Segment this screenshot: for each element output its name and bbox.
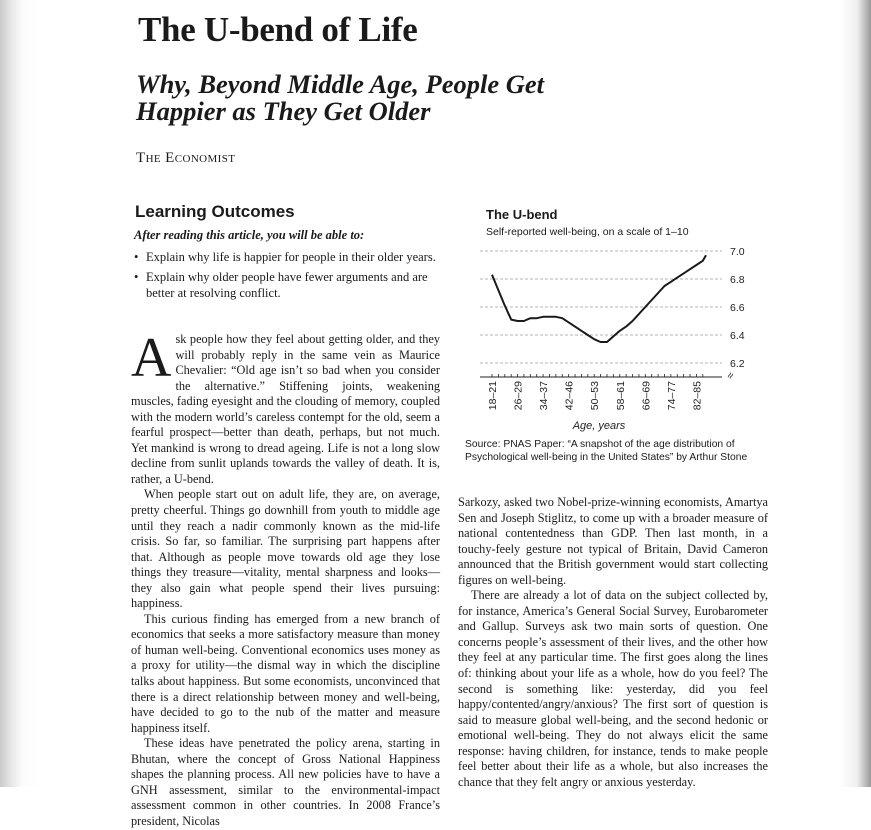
chart-source: Source: PNAS Paper: “A snapshot of the age distribution of Psychological well-being in the United States” by Arthur Stone — [465, 439, 748, 463]
learning-outcomes-list — [134, 249, 444, 305]
y-tick-label: 6.2 — [730, 358, 745, 370]
x-tick-label: 34–37 — [538, 381, 551, 411]
body-paragraph: This curious finding has emerged from a new branch of economics that seeks a more satisfactory measure than money of human well-being. Conventional economics uses money as a proxy for utility—the dismal way in which the discipline talks about happiness. But some economists, unconvinced that there is a direct relationship between money and well-being, have decided to go to the nub of the matter and measure happiness itself. — [131, 611, 440, 735]
body-paragraph: There are already a lot of data on the subject collected by, for instance, America’s General Social Survey, Eurobarometer and Gallup. Surveys ask two main sorts of question. One concerns people’s assessment of their lives, and the other how they feel at any particular time. The first goes along the lines of: thinking about your life as a whole, how do you feel? The second is something like: yesterday, did you feel happy/contented/angry/anxious? The first sort of question is said to measure global well-being, and the second hedonic or emotional well-being. They do not always elicit the same response: having children, for instance, tends to make people feel better about their life as a whole, but also increases the chance that they felt angry or anxious yesterday. — [458, 588, 768, 789]
y-tick-label: 7.0 — [730, 246, 745, 258]
y-tick-label: 6.4 — [730, 330, 745, 342]
y-tick-label: 6.8 — [730, 274, 745, 286]
x-tick-label: 18–21 — [487, 381, 499, 411]
u-bend-chart — [470, 238, 770, 434]
body-paragraph: When people start out on adult life, they are, on average, pretty cheerful. Things go downhill from youth to middle age until they reach a nadir commonly known as the mid-life crisis. So far, so familiar. The surprising part happens after that. Although as people move towards old age they lose things they treasure—vitality, mental sharpness and looks—they also gain what people spend their lives pursuing: happiness. — [131, 487, 440, 611]
learning-outcome-item: • Explain why older people have fewer arguments and are better at resolving conflict. — [134, 269, 444, 301]
learning-outcomes-intro: After reading this article, you will be able to: — [134, 228, 365, 242]
series-line-well-being — [492, 255, 706, 342]
body-paragraph-text: sk people how they feel about getting older, and they will probably reply in the same vein as Maurice Chevalier: “Old age isn’t so bad when you consider the alternative.” Stiffening joints, weakening muscles, fading eyesight and the clouding of memory, coupled with the modern world’s careless contempt for the old, seem a fearful prospect—better than death, perhaps, but not much. Yet mankind is wrong to dread ageing. Life is not a long slow decline from sunlit uplands towards the valley of death. It is, rather, a U-bend. — [131, 332, 440, 486]
chart-title: The U-bend — [486, 207, 558, 222]
x-tick-label: 82–85 — [691, 381, 704, 411]
article-subtitle: Why, Beyond Middle Age, People Get Happier as They Get Older — [136, 69, 544, 126]
y-tick-label: 6.6 — [730, 302, 745, 314]
x-axis-label: Age, years — [572, 420, 626, 432]
x-tick-label: 42–46 — [563, 381, 576, 411]
body-paragraph — [131, 327, 440, 487]
axis-break-mark: ≈ — [724, 370, 738, 382]
x-tick-label: 50–53 — [589, 381, 602, 411]
drop-cap: A — [131, 327, 172, 389]
body-right-column — [458, 495, 768, 790]
learning-outcomes-heading: Learning Outcomes — [135, 202, 295, 221]
x-tick-label: 26–29 — [512, 381, 525, 411]
body-paragraph: Sarkozy, asked two Nobel-prize-winning economists, Amartya Sen and Joseph Stiglitz, to come up with a broader measure of national contentedness than GDP. Then last month, in a touchy-feely gesture not typical of Britain, David Cameron announced that the British government would start collecting figures on well-being. — [458, 495, 768, 587]
article-title: The U-bend of Life — [138, 10, 418, 49]
x-tick-label: 58–61 — [614, 381, 627, 411]
body-left-column — [131, 327, 440, 830]
body-paragraph: These ideas have penetrated the policy arena, starting in Bhutan, where the concept of Gross National Happiness shapes the planning process. All new policies have to have a GNH assessment, similar to the environmental-impact assessment common in other countries. In 2008 France’s president, Nicolas — [131, 736, 440, 828]
chart-subtitle: Self-reported well-being, on a scale of 1–10 — [486, 226, 689, 238]
x-tick-label: 74–77 — [665, 381, 678, 411]
learning-outcome-item: • Explain why life is happier for people in their older years. — [134, 249, 444, 265]
article-author: The Economist — [136, 150, 236, 166]
x-tick-label: 66–69 — [640, 381, 653, 411]
